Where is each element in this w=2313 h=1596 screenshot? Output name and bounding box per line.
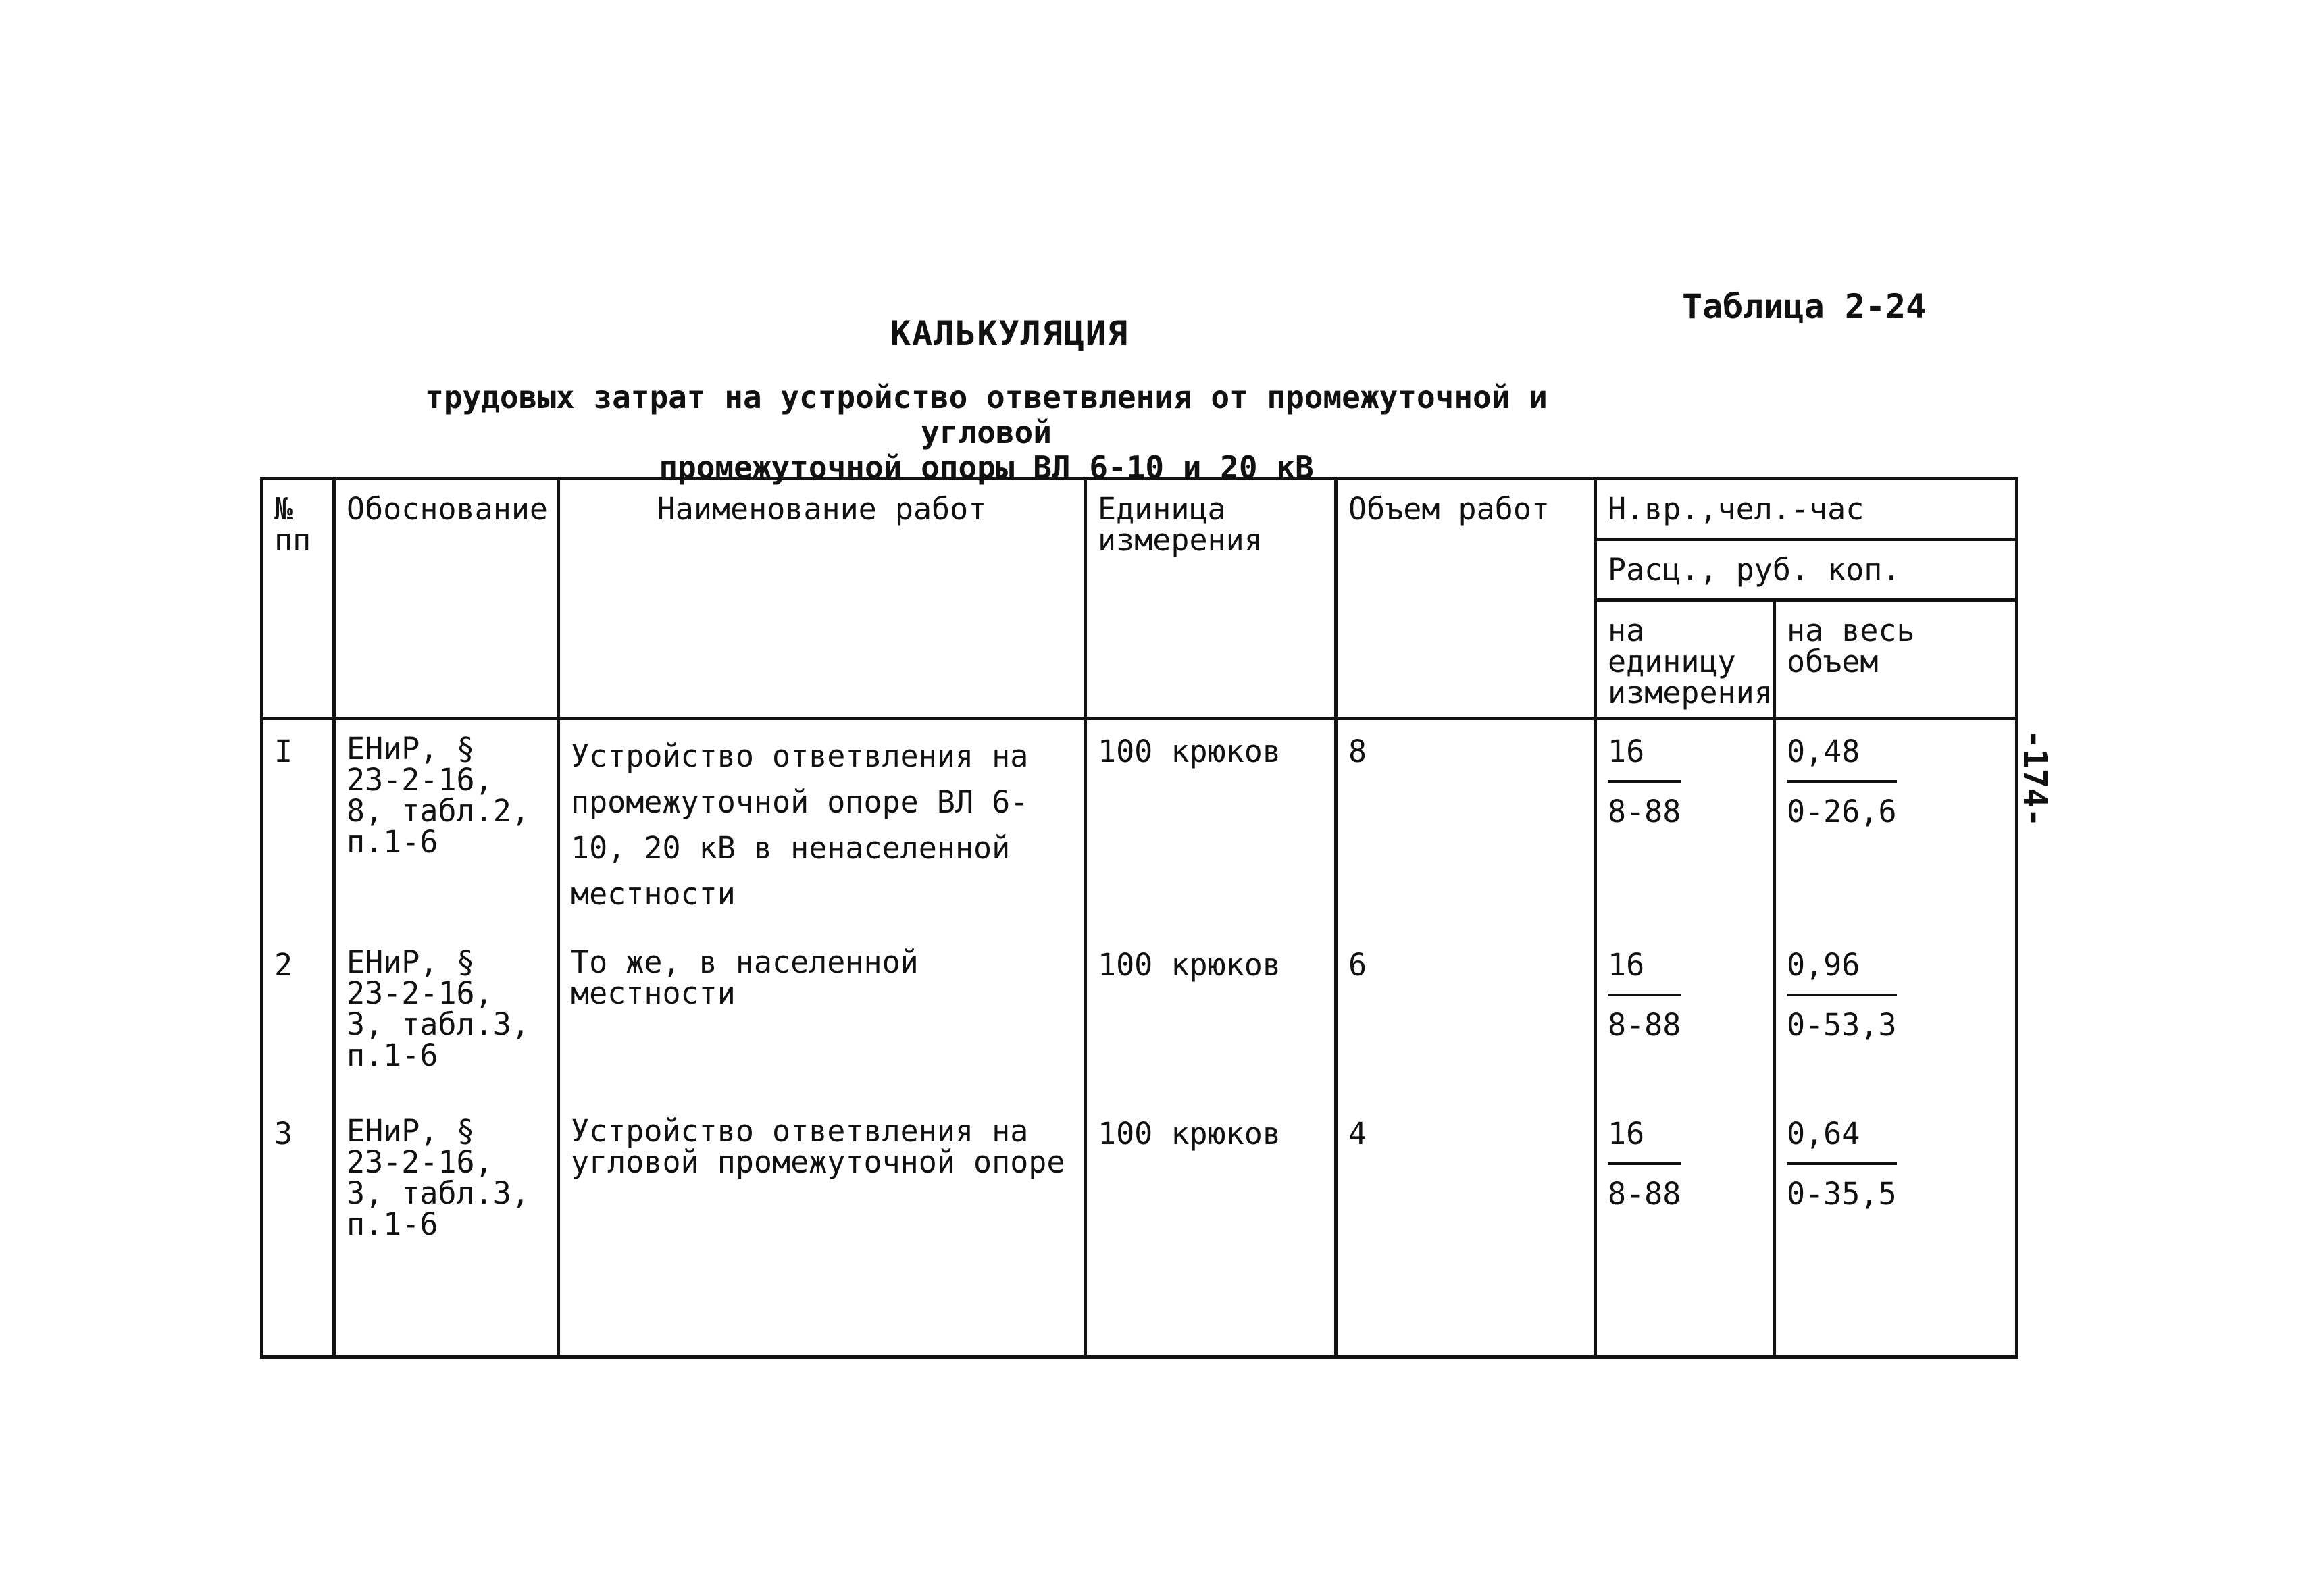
header-norm: Н.вр.,чел.-час	[1596, 479, 2017, 540]
row-per-unit	[1596, 1102, 1775, 1357]
total-rate: 0-26,6	[1787, 794, 1897, 829]
row-work-name: Устройство ответвления на промежуточной опоре ВЛ 6-10, 20 кВ в ненаселенной местности	[559, 719, 1086, 933]
row-work-name: Устройство ответвления на угловой промежуточной опоре	[559, 1102, 1086, 1357]
document-title: КАЛЬКУЛЯЦИЯ	[890, 314, 1129, 353]
row-total	[1775, 933, 2017, 1102]
header-rate: Расц., руб. коп.	[1596, 540, 2017, 600]
total-rate: 0-53,3	[1787, 1006, 1897, 1043]
total-norm: 0,96	[1787, 947, 1897, 996]
row-volume: 6	[1336, 933, 1596, 1102]
header-num: № пп	[262, 479, 334, 719]
per-unit-norm: 16	[1608, 733, 1681, 783]
row-basis: ЕНиР, § 23-2-16, 8, табл.2, п.1-6	[334, 719, 559, 933]
header-unit: Единица измерения	[1086, 479, 1336, 719]
row-volume: 4	[1336, 1102, 1596, 1357]
header-basis: Обоснование	[334, 479, 559, 719]
calculation-table	[260, 477, 2018, 1359]
document-subtitle	[351, 380, 1621, 485]
per-unit-rate: 8-88	[1608, 794, 1681, 829]
row-unit: 100 крюков	[1086, 719, 1336, 933]
row-num: 2	[262, 933, 334, 1102]
per-unit-norm: 16	[1608, 1116, 1681, 1165]
total-norm: 0,64	[1787, 1116, 1897, 1165]
row-basis: ЕНиР, § 23-2-16, 3, табл.3, п.1-6	[334, 1102, 559, 1357]
row-unit: 100 крюков	[1086, 1102, 1336, 1357]
row-total	[1775, 1102, 2017, 1357]
row-num: 3	[262, 1102, 334, 1357]
total-rate: 0-35,5	[1787, 1175, 1897, 1212]
table-row	[262, 719, 2017, 933]
header-row-1	[262, 479, 2017, 540]
total-norm: 0,48	[1787, 733, 1897, 783]
header-per-unit: на единицу измерения	[1596, 600, 1775, 719]
row-work-name: То же, в населенной местности	[559, 933, 1086, 1102]
row-num: I	[262, 719, 334, 933]
table-row	[262, 1102, 2017, 1357]
row-per-unit	[1596, 719, 1775, 933]
table-row	[262, 933, 2017, 1102]
per-unit-norm: 16	[1608, 947, 1681, 996]
page-number: -174-	[2016, 729, 2054, 827]
header-volume: Объем работ	[1336, 479, 1596, 719]
row-unit: 100 крюков	[1086, 933, 1336, 1102]
subtitle-line-1: трудовых затрат на устройство ответвления от промежуточной и угловой	[425, 379, 1548, 451]
table-label: Таблица 2-24	[1682, 287, 1927, 326]
row-total	[1775, 719, 2017, 933]
row-per-unit	[1596, 933, 1775, 1102]
per-unit-rate: 8-88	[1608, 1006, 1681, 1043]
header-total: на весь объем	[1775, 600, 2017, 719]
per-unit-rate: 8-88	[1608, 1175, 1681, 1212]
row-volume: 8	[1336, 719, 1596, 933]
header-work-name: Наименование работ	[559, 479, 1086, 719]
subtitle-line-2: промежуточной опоры ВЛ 6-10 и 20 кВ	[659, 449, 1314, 486]
row-basis: ЕНиР, § 23-2-16, 3, табл.3, п.1-6	[334, 933, 559, 1102]
